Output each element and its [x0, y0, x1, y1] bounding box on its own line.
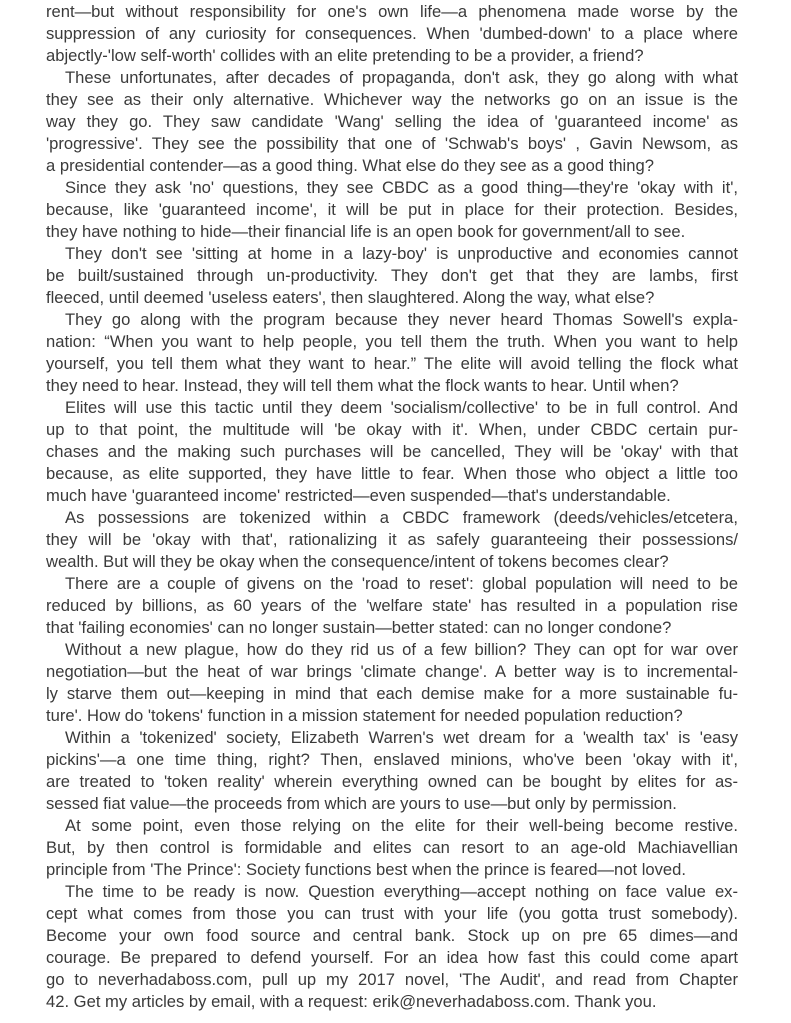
- text-line: At some point, even those relying on the elite for their well-being become restive.: [65, 816, 738, 835]
- text-line: much have 'guaranteed income' restricted—even suspended—that's understandable.: [46, 486, 671, 505]
- paragraph: [46, 177, 738, 243]
- text-line: suppression of any curiosity for consequences. When 'dumbed-down' to a place where: [46, 24, 738, 43]
- text-line: negotiation—but the heat of war brings 'climate change'. A better way is to incremental-: [46, 662, 738, 681]
- paragraph: [46, 881, 738, 1013]
- text-line: pickins'—a one time thing, right? Then, enslaved minions, who've been 'okay with it',: [46, 750, 738, 769]
- text-line: sessed fiat value—the proceeds from which are yours to use—but only by permission.: [46, 794, 677, 813]
- paragraph: [46, 639, 738, 727]
- text-line: As possessions are tokenized within a CBDC framework (deeds/vehicles/etcetera,: [65, 508, 738, 527]
- text-line: reduced by billions, as 60 years of the 'welfare state' has resulted in a population rise: [46, 596, 738, 615]
- text-line: 42. Get my articles by email, with a request: erik@neverhadaboss.com. Thank you.: [46, 992, 657, 1011]
- text-line: They don't see 'sitting at home in a lazy-boy' is unproductive and economies cannot: [65, 244, 738, 263]
- text-line: wealth. But will they be okay when the consequence/intent of tokens becomes clear?: [46, 552, 669, 571]
- paragraph: [46, 397, 738, 507]
- text-line: There are a couple of givens on the 'road to reset': global population will need to be: [65, 574, 738, 593]
- text-line: a presidential contender—as a good thing. What else do they see as a good thing?: [46, 156, 654, 175]
- text-line: They go along with the program because they never heard Thomas Sowell's expla-: [65, 310, 738, 329]
- text-line: Without a new plague, how do they rid us of a few billion? They can opt for war over: [65, 640, 738, 659]
- paragraph: [46, 573, 738, 639]
- text-line: that 'failing economies' can no longer sustain—better stated: can no longer condone?: [46, 618, 672, 637]
- paragraph: [46, 67, 738, 177]
- text-line: These unfortunates, after decades of propaganda, don't ask, they go along with what: [65, 68, 738, 87]
- text-line: 'progressive'. They see the possibility that one of 'Schwab's boys' , Gavin Newsom, as: [46, 134, 738, 153]
- paragraph: [46, 815, 738, 881]
- text-line: nation: “When you want to help people, you tell them the truth. When you want to help: [46, 332, 738, 351]
- text-line: yourself, you tell them what they want to hear.” The elite will avoid telling the flock what: [46, 354, 738, 373]
- paragraph: [46, 309, 738, 397]
- text-line: go to neverhadaboss.com, pull up my 2017 novel, 'The Audit', and read from Chapter: [46, 970, 738, 989]
- text-line: Within a 'tokenized' society, Elizabeth Warren's wet dream for a 'wealth tax' is 'easy: [65, 728, 738, 747]
- text-line: chases and the making such purchases will be cancelled, They will be 'okay' with that: [46, 442, 738, 461]
- text-line: ly starve them out—keeping in mind that each demise make for a more sustainable fu-: [46, 684, 738, 703]
- text-line: they have nothing to hide—their financial life is an open book for government/all to see.: [46, 222, 686, 241]
- text-line: fleeced, until deemed 'useless eaters', then slaughtered. Along the way, what else?: [46, 288, 655, 307]
- text-line: Elites will use this tactic until they deem 'socialism/collective' to be in full control. And: [65, 398, 738, 417]
- paragraph: [46, 1, 738, 67]
- paragraph: [46, 507, 738, 573]
- text-line: ture'. How do 'tokens' function in a mission statement for needed population reduction?: [46, 706, 683, 725]
- text-line: Since they ask 'no' questions, they see CBDC as a good thing—they're 'okay with it',: [65, 178, 738, 197]
- text-line: way they go. They saw candidate 'Wang' selling the idea of 'guaranteed income' as: [46, 112, 738, 131]
- text-line: be built/sustained through un-productivity. They don't get that they are lambs, first: [46, 266, 738, 285]
- text-line: courage. Be prepared to defend yourself. For an idea how fast this could come apart: [46, 948, 738, 967]
- text-line: Become your own food source and central bank. Stock up on pre 65 dimes—and: [46, 926, 738, 945]
- text-line: rent—but without responsibility for one's own life—a phenomena made worse by the: [46, 2, 738, 21]
- text-line: principle from 'The Prince': Society functions best when the prince is feared—not loved.: [46, 860, 686, 879]
- paragraph: [46, 727, 738, 815]
- article-body: [46, 1, 738, 1013]
- text-line: up to that point, the multitude will 'be okay with it'. When, under CBDC certain pur-: [46, 420, 738, 439]
- text-line: But, by then control is formidable and elites can resort to an age-old Machiavellian: [46, 838, 738, 857]
- text-line: they will be 'okay with that', rationalizing it as safely guaranteeing their possessions/: [46, 530, 738, 549]
- text-line: are treated to 'token reality' wherein everything owned can be bought by elites for as-: [46, 772, 738, 791]
- paragraph: [46, 243, 738, 309]
- text-line: because, as elite supported, they have little to fear. When those who object a little too: [46, 464, 738, 483]
- text-line: because, like 'guaranteed income', it will be put in place for their protection. Besides,: [46, 200, 738, 219]
- text-line: cept what comes from those you can trust with your life (you gotta trust somebody).: [46, 904, 738, 923]
- text-line: abjectly-'low self-worth' collides with an elite pretending to be a provider, a friend?: [46, 46, 644, 65]
- text-line: The time to be ready is now. Question everything—accept nothing on face value ex-: [65, 882, 738, 901]
- text-line: they see as their only alternative. Whichever way the networks go on an issue is the: [46, 90, 738, 109]
- text-line: they need to hear. Instead, they will tell them what the flock wants to hear. Until when?: [46, 376, 679, 395]
